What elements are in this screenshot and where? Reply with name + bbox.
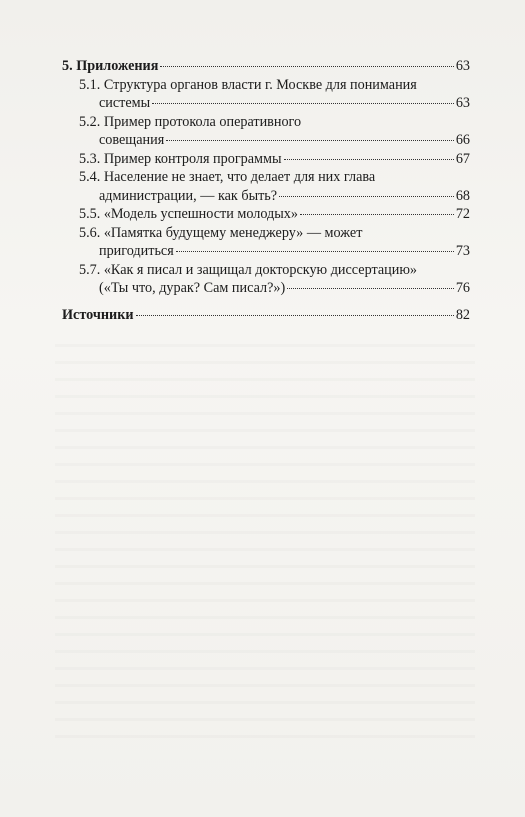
toc-page-number: 82: [455, 306, 470, 323]
toc-item-5-4: [62, 168, 470, 205]
toc-leader-dots: [166, 140, 454, 141]
toc-item-title-cont: системы: [99, 95, 151, 111]
toc-section-sources: [62, 306, 470, 325]
toc-page-number: 63: [455, 95, 470, 111]
toc-item-title: 5.4. Население не знает, что делает для них глава: [79, 169, 376, 185]
toc-section-title: Источники: [62, 306, 134, 323]
toc-leader-dots: [160, 66, 453, 67]
toc-item-title: 5.5. «Модель успешности молодых»: [79, 206, 298, 222]
toc-leader-dots: [136, 315, 454, 316]
toc-page-number: 76: [455, 280, 470, 296]
toc-page-number: 66: [455, 132, 470, 148]
toc-page-number: 73: [455, 243, 470, 259]
toc-item-5-7: [62, 261, 470, 298]
toc-item-title: 5.7. «Как я писал и защищал докторскую диссертацию»: [79, 261, 418, 278]
toc-page-number: 67: [455, 150, 470, 167]
toc-item-title: 5.1. Структура органов власти г. Москве для понимания: [79, 76, 417, 93]
toc-item-title-cont: совещания: [99, 132, 165, 148]
toc-leader-dots: [300, 214, 454, 215]
toc-item-5-6: [62, 224, 470, 261]
section-gap: [62, 298, 470, 306]
table-of-contents: [62, 57, 470, 324]
toc-item-title-cont: («Ты что, дурак? Сам писал?»): [99, 280, 286, 296]
toc-item-5-2: [62, 113, 470, 150]
toc-page-number: 68: [455, 187, 470, 204]
toc-leader-dots: [284, 159, 454, 160]
toc-item-title: 5.6. «Памятка будущему менеджеру» — может: [79, 224, 363, 241]
toc-item-5-5: [62, 205, 470, 224]
toc-page-number: 72: [455, 206, 470, 222]
toc-leader-dots: [287, 288, 454, 289]
toc-item-title-cont: администрации, — как быть?: [99, 187, 278, 204]
toc-item-title: 5.3. Пример контроля программы: [79, 150, 282, 167]
toc-section-title: 5. Приложения: [62, 58, 159, 74]
toc-leader-dots: [152, 103, 454, 104]
toc-item-5-1: [62, 76, 470, 113]
toc-item-5-3: [62, 150, 470, 169]
toc-section-appendices: [62, 57, 470, 76]
toc-page-number: 63: [455, 58, 470, 74]
toc-item-title-cont: пригодиться: [99, 243, 174, 259]
toc-item-title: 5.2. Пример протокола оперативного: [79, 113, 302, 130]
toc-leader-dots: [279, 196, 454, 197]
show-through-text: [55, 330, 475, 750]
toc-leader-dots: [176, 251, 454, 252]
